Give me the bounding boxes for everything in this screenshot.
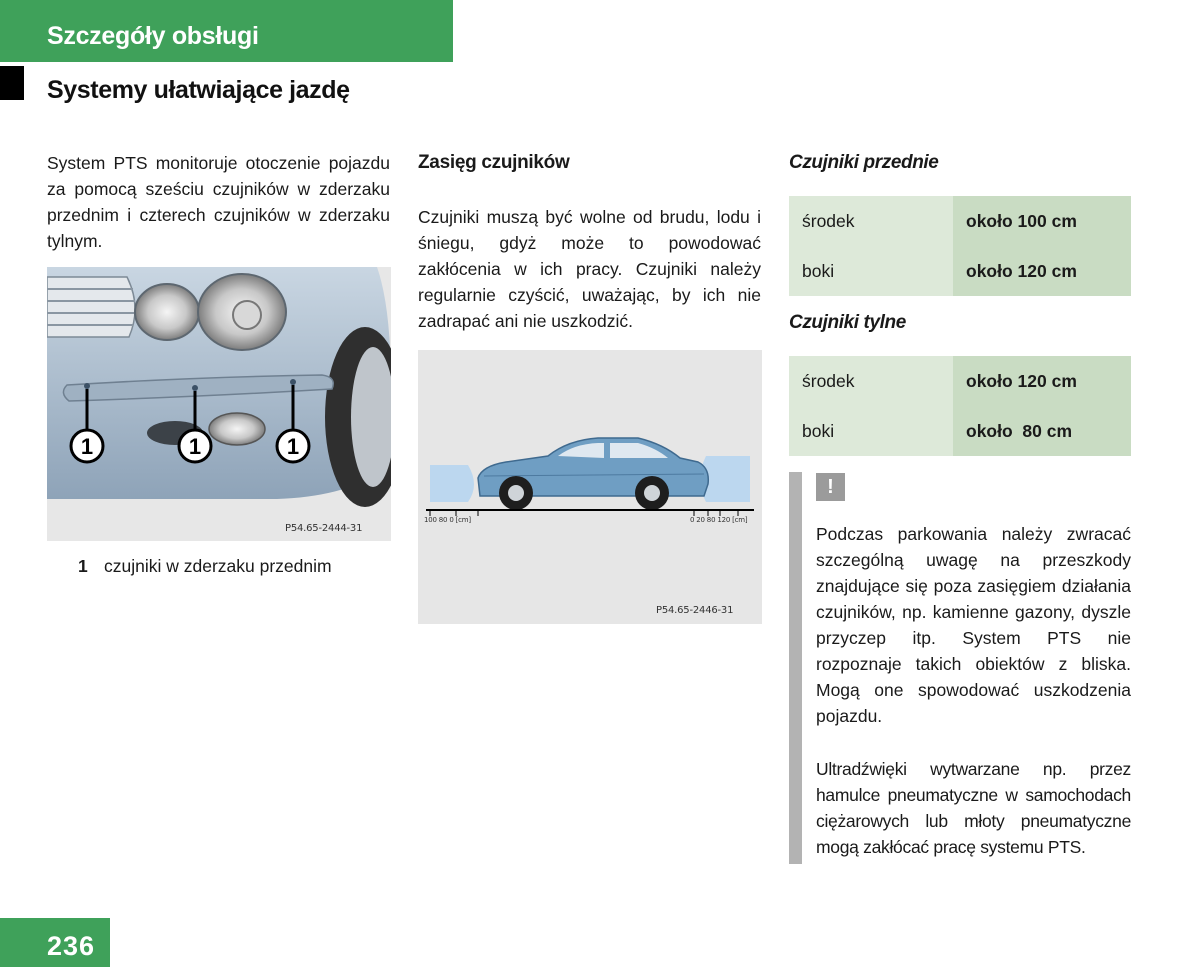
legend-item bbox=[78, 556, 332, 577]
table-cell-value: około 100 cm bbox=[953, 196, 1131, 246]
callout-number: 1 bbox=[188, 434, 202, 459]
intro-paragraph: System PTS monitoruje otoczenie pojazdu za pomocą sześciu czujników w zderzaku przednim i czterech czujników w zderzaku tylnym. bbox=[47, 153, 390, 251]
table-row bbox=[789, 406, 1131, 456]
table-cell-label: boki bbox=[789, 246, 953, 296]
table-cell-label: środek bbox=[789, 196, 953, 246]
warning-paragraph-secondary: Ultradźwięki wytwarzane np. przez hamulce pneumatyczne w samochodach ciężarowych lub młoty pneumatyczne mogą zakłócać pracę systemu PTS. bbox=[816, 759, 1131, 857]
callout-number: 1 bbox=[286, 434, 300, 459]
table-cell-value: około 120 cm bbox=[953, 246, 1131, 296]
note-sidebar bbox=[789, 472, 802, 864]
image-code: P54.65-2446-31 bbox=[656, 605, 734, 616]
table-row bbox=[789, 246, 1131, 296]
front-sensors-heading: Czujniki przednie bbox=[789, 152, 939, 173]
sensor-care-paragraph: Czujniki muszą być wolne od brudu, lodu i śniegu, gdyż może to powodować zakłócenia w ich pracy. Czujniki należy regularnie czyścić, uważając, by ich nie zadrapać ani nie uszkodzić. bbox=[418, 207, 761, 331]
table-cell-label: boki bbox=[789, 406, 953, 456]
scale-label-front: 100 80 0 [cm] bbox=[424, 516, 471, 524]
section-header: Szczegóły obsługi bbox=[0, 0, 453, 62]
image-code: P54.65-2444-31 bbox=[285, 523, 363, 534]
page-number: 236 bbox=[0, 918, 110, 967]
front-bumper-image bbox=[47, 267, 391, 541]
front-sensors-table bbox=[789, 196, 1131, 296]
table-cell-value: około 120 cm bbox=[953, 356, 1131, 406]
warning-paragraph: Podczas parkowania należy zwracać szczególną uwagę na przeszkody znajdujące się poza zasięgiem działania czujników, np. kamienne gazony, dyszle przyczep itp. System PTS nie rozpoznaje takich obiektów z bliska. Mogą one spowodować uszkodzenia pojazdu. bbox=[816, 524, 1131, 726]
section-tab-marker bbox=[0, 66, 24, 100]
table-row bbox=[789, 356, 1131, 406]
rear-sensors-heading: Czujniki tylne bbox=[789, 312, 906, 333]
callout-number: 1 bbox=[80, 434, 94, 459]
legend-text: czujniki w zderzaku przednim bbox=[104, 556, 332, 576]
table-cell-value: około 80 cm bbox=[953, 406, 1131, 456]
page-title: Systemy ułatwiające jazdę bbox=[47, 76, 350, 104]
warning-icon: ! bbox=[816, 473, 845, 501]
sensor-range-heading: Zasięg czujników bbox=[418, 152, 570, 173]
front-bumper-illustration bbox=[47, 267, 391, 541]
table-cell-label: środek bbox=[789, 356, 953, 406]
legend-number: 1 bbox=[78, 556, 88, 576]
sensor-range-diagram bbox=[418, 350, 762, 624]
rear-sensors-table bbox=[789, 356, 1131, 456]
scale-label-rear: 0 20 80 120 [cm] bbox=[690, 516, 748, 524]
table-row bbox=[789, 196, 1131, 246]
car-side-illustration bbox=[418, 350, 762, 624]
